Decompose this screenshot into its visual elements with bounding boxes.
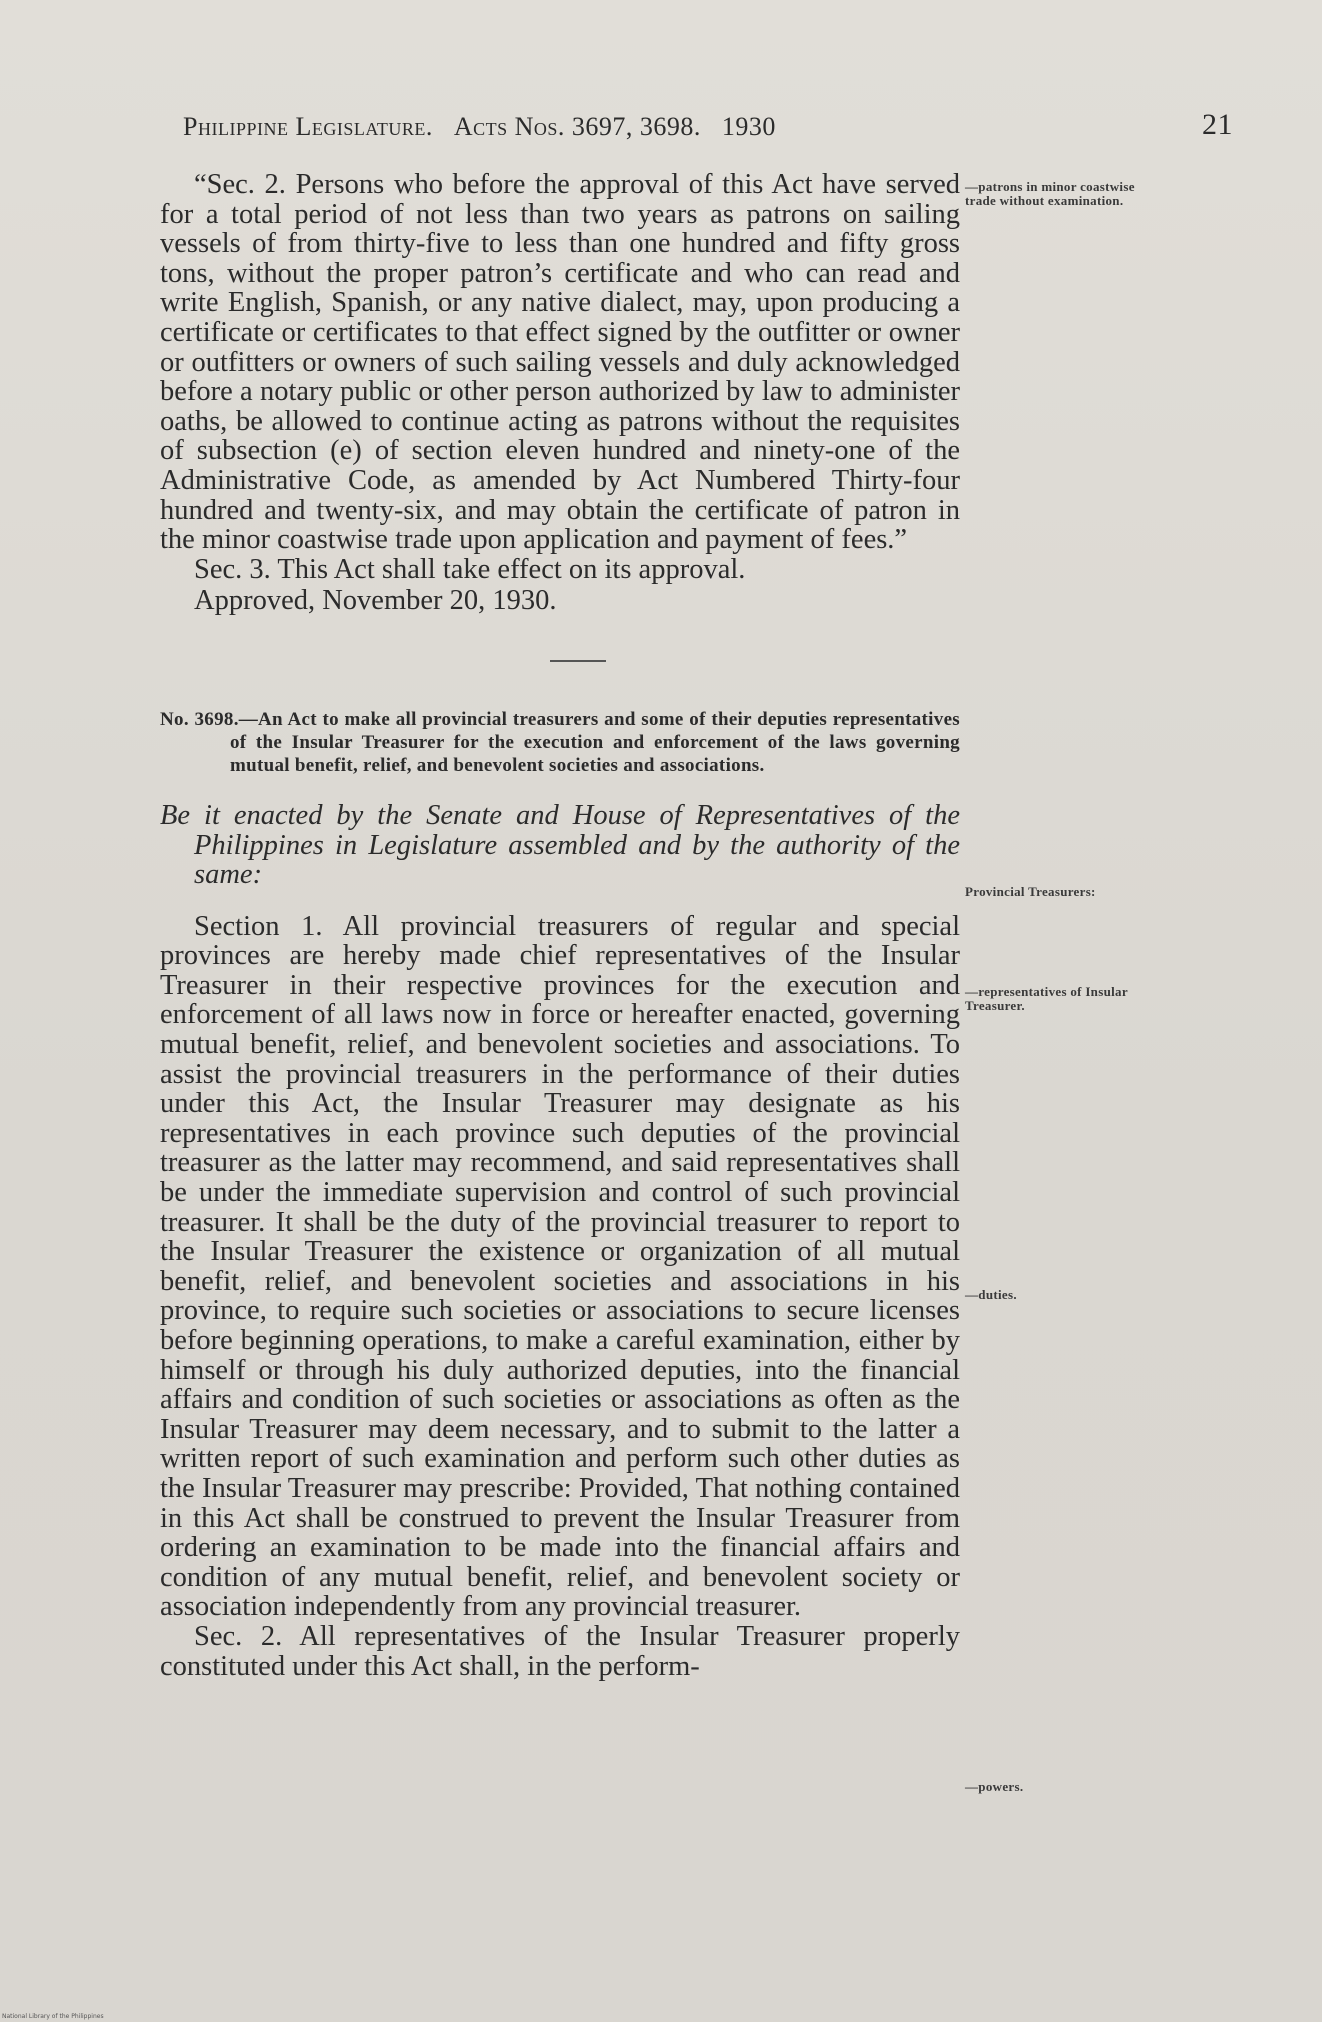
section-1-paragraph: Section 1. All provincial treasurers of regular and special provinces are hereby made chief representatives of the Insular Treasurer in their respective provinces for the execution and enforcement of all laws now in force or hereafter enacted, governing mutual benefit, relief, and benevolent societies and associations. To assist the provincial treasurers in the performance of their duties under this Act, the Insular Treasurer may designate as his representatives in each province such deputies of the provincial treasurer as the latter may recommend, and said representatives shall be under the immediate supervision and control of such provincial treasurer. It shall be the duty of the provincial treasurer to report to the Insular Treasurer the existence or organization of all mutual benefit, relief, and benevolent societies and associations in his province, to require such societies or associations to secure licenses before beginning operations, to make a careful examination, either by himself or through his duly authorized deputies, into the financial affairs and condition of such societies or associations as often as the Insular Treasurer may deem necessary, and to submit to the latter a written report of such examination and perform such other duties as the Insular Treasurer may prescribe: Provided, That nothing contained in this Act shall be construed to prevent the Insular Treasurer from ordering an examination to be made into the financial affairs and condition of any mutual benefit, relief, and benevolent society or association independently from any provincial treasurer. <box>160 910 960 1623</box>
running-head-title: Philippine Legislature. <box>183 112 433 141</box>
body-text <box>160 170 960 1681</box>
running-head-acts: Acts Nos. 3697, 3698. <box>453 112 701 141</box>
scan-credit: National Library of the Philippines <box>2 2013 104 2020</box>
section-divider <box>550 660 606 662</box>
page-number: 21 <box>1202 108 1233 141</box>
sec3-paragraph: Sec. 3. This Act shall take effect on its approval. <box>194 553 746 585</box>
margin-note-patrons: —patrons in minor coastwise trade without examination. <box>965 179 1135 208</box>
section-2-paragraph: Sec. 2. All representatives of the Insular Treasurer properly constituted under this Act shall, in the perform- <box>160 1620 960 1682</box>
enacting-clause: Be it enacted by the Senate and House of Representatives of the Philippines in Legislature assembled and by the authority of the same: <box>160 799 960 891</box>
sec2-paragraph: “Sec. 2. Persons who before the approval of this Act have served for a total period of not less than two years as patrons on sailing vessels of from thirty-five to less than one hundred and fifty gross tons, without the proper patron’s certificate and who can read and write English, Spanish, or any native dialect, may, upon producing a certificate or certificates to that effect signed by the outfitter or owner or outfitters or owners of such sailing vessels and duly acknowledged before a notary public or other person authorized by law to administer oaths, be allowed to continue acting as patrons without the requisites of subsection (e) of section eleven hundred and ninety-one of the Administrative Code, as amended by Act Numbered Thirty-four hundred and twenty-six, and may obtain the certificate of patron in the minor coastwise trade upon application and payment of fees.” <box>160 169 960 556</box>
margin-note-powers: —powers. <box>965 1779 1024 1794</box>
approval-date: Approved, November 20, 1930. <box>194 585 557 617</box>
act-3698-title: No. 3698.—An Act to make all provincial treasurers and some of their deputies representatives of the Insular Treasurer for the execution and enforcement of the laws governing mutual benefit, relief, and benevolent societies and associations. <box>160 708 960 776</box>
running-head <box>183 112 776 142</box>
margin-note-provincial-treasurers: Provincial Treasurers: <box>965 884 1096 899</box>
running-head-year: 1930 <box>721 112 776 141</box>
page-header <box>183 108 1233 142</box>
margin-note-representatives: —representatives of Insular Treasurer. <box>965 984 1128 1013</box>
margin-note-duties: —duties. <box>965 1287 1017 1302</box>
